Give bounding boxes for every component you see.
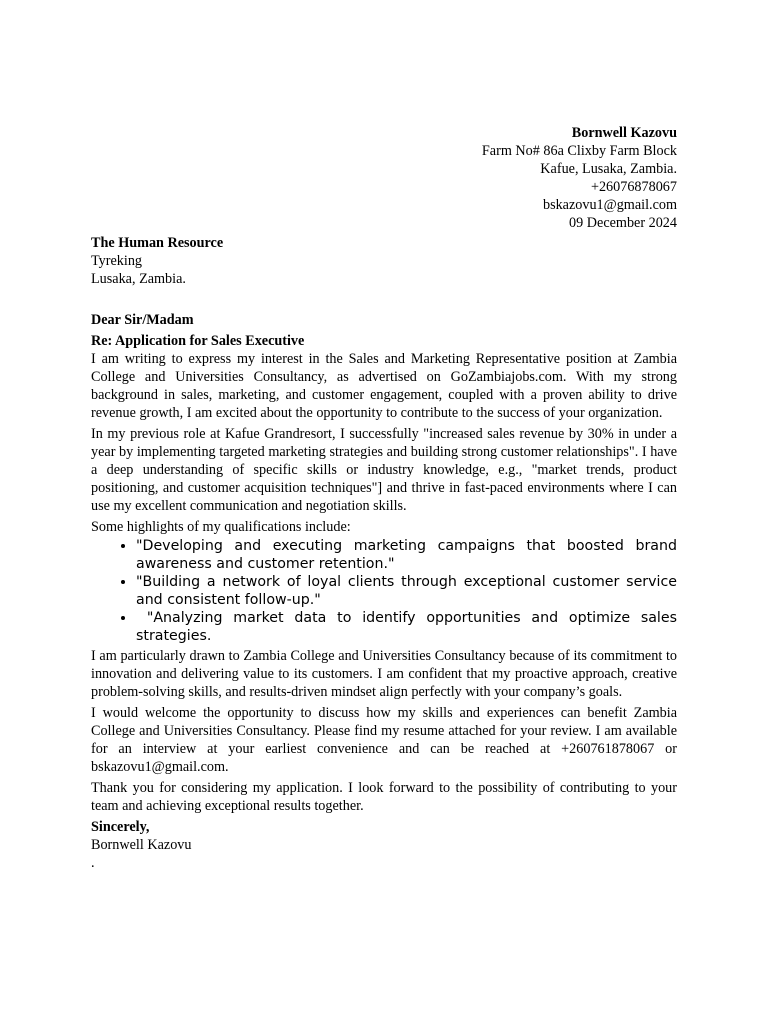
- salutation: Dear Sir/Madam: [91, 312, 194, 328]
- signature-name: Bornwell Kazovu: [91, 837, 192, 853]
- sender-phone: +26076878067: [590, 179, 677, 195]
- paragraph-thanks: Thank you for considering my application. I look forward to the possibility of contributing to your team and achieving exceptional results together.: [91, 780, 677, 814]
- sender-address-line-2: Kafue, Lusaka, Zambia.: [540, 161, 677, 177]
- paragraph-highlights-intro: Some highlights of my qualifications include:: [91, 519, 351, 535]
- sender-block: [91, 124, 677, 232]
- paragraph-motivation: I am particularly drawn to Zambia College and Universities Consultancy because of its commitment to innovation and delivering value to its customers. I am confident that my proactive approach, creative problem-solving skills, and results-driven mindset align perfectly with your company’s goals.: [91, 648, 677, 700]
- sender-address-line-1: Farm No# 86a Clixby Farm Block: [481, 143, 677, 159]
- letter-page: [91, 124, 682, 872]
- paragraph-availability: I would welcome the opportunity to discuss how my skills and experiences can benefit Zambia College and Universities Consultancy. Please find my resume attached for your review. I am available for an interview at your earliest convenience and can be reached at +260761878067 or bskazovu1@gmail.com.: [91, 705, 677, 775]
- highlight-item: • "Analyzing market data to identify opportunities and optimize sales strategies.: [136, 609, 677, 645]
- recipient-title: The Human Resource: [91, 235, 224, 251]
- paragraph-experience: In my previous role at Kafue Grandresort, I successfully "increased sales revenue by 30% in under a year by implementing targeted marketing strategies and building strong customer relationships". I have a deep understanding of specific skills or industry knowledge, e.g., "market trends, product positioning, and customer acquisition techniques"] and thrive in fast-paced environments where I can use my excellent communication and negotiation skills.: [91, 426, 677, 514]
- highlights-list: [91, 537, 682, 645]
- highlight-item: • "Developing and executing marketing campaigns that boosted brand awareness and customer retention.": [136, 537, 677, 573]
- closing: Sincerely,: [91, 819, 150, 835]
- paragraph-intro: I am writing to express my interest in the Sales and Marketing Representative position at Zambia College and Universities Consultancy, as advertised on GoZambiajobs.com. With my strong background in sales, marketing, and customer engagement, coupled with a proven ability to drive revenue growth, I am excited about the opportunity to contribute to the success of your organization.: [91, 351, 677, 421]
- sender-email: bskazovu1@gmail.com: [542, 197, 677, 213]
- highlight-item: • "Building a network of loyal clients through exceptional customer service and consistent follow-up.": [136, 573, 677, 609]
- recipient-company: Tyreking: [91, 253, 143, 269]
- recipient-location: Lusaka, Zambia.: [91, 271, 186, 287]
- recipient-block: [91, 234, 677, 288]
- subject-line: Re: Application for Sales Executive: [91, 333, 305, 349]
- trailing-mark: .: [91, 855, 95, 871]
- letter-date: 09 December 2024: [569, 215, 677, 231]
- sender-name: Bornwell Kazovu: [571, 125, 677, 141]
